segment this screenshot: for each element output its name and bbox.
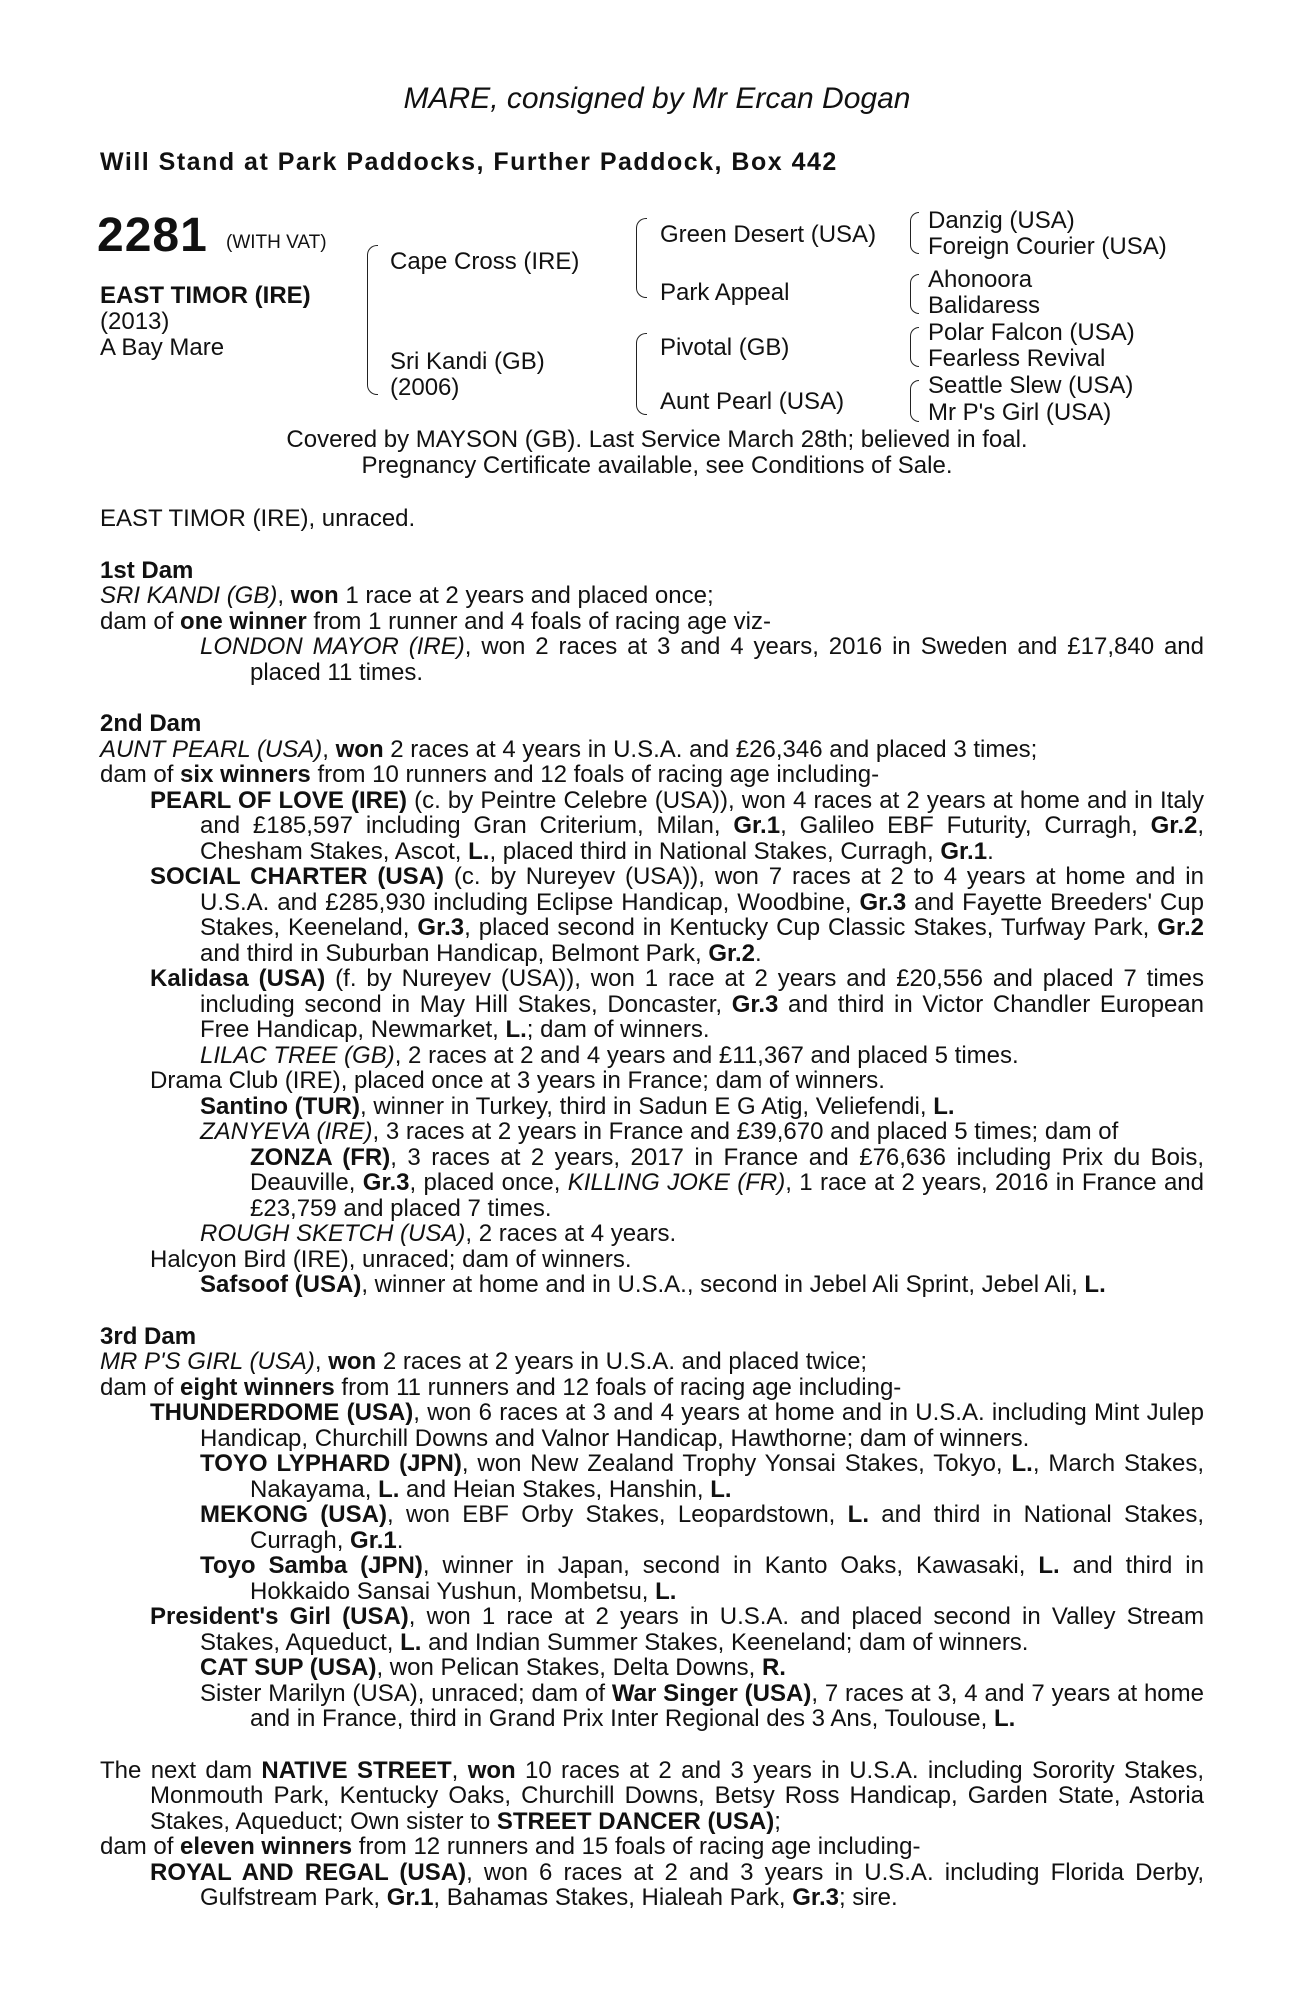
horse-description: A Bay Mare bbox=[100, 334, 225, 361]
pedigree-sire-dam: Park Appeal bbox=[660, 279, 790, 306]
list-item: Toyo Samba (JPN), winner in Japan, second in Kanto Oaks, Kawasaki, L. and third in Hokkaido Sansai Yushun, Mombetsu, L. bbox=[200, 1552, 1204, 1605]
first-dam-heading: 1st Dam bbox=[100, 556, 194, 584]
pedigree-dss: Polar Falcon (USA) bbox=[928, 319, 1135, 346]
pedigree-sdd: Balidaress bbox=[928, 292, 1041, 319]
list-item: CAT SUP (USA), won Pelican Stakes, Delta Downs, R. bbox=[200, 1654, 786, 1681]
stand-location: Will Stand at Park Paddocks, Further Paddock, Box 442 bbox=[100, 148, 838, 176]
list-item: Safsoof (USA), winner at home and in U.S.A., second in Jebel Ali Sprint, Jebel Ali, L. bbox=[200, 1271, 1106, 1298]
vat-label: (WITH VAT) bbox=[226, 232, 327, 253]
cover-info: Covered by MAYSON (GB). Last Service March 28th; believed in foal. bbox=[286, 426, 1028, 453]
pedigree-dam-year: (2006) bbox=[390, 374, 460, 401]
pedigree-brace-gen1 bbox=[367, 245, 378, 395]
pedigree-sire: Cape Cross (IRE) bbox=[390, 248, 580, 275]
list-item: ZONZA (FR), 3 races at 2 years, 2017 in France and £76,636 including Prix du Bois, Deauville, Gr.3, placed once, KILLING JOKE (FR), 1 race at 2 years, 2016 in France and £23,759 and placed 7 times. bbox=[250, 1143, 1205, 1222]
list-item: President's Girl (USA), won 1 race at 2 years in U.S.A. and placed second in Valley Stream Stakes, Aqueduct, L. and Indian Summer Stakes, Keeneland; dam of winners. bbox=[150, 1603, 1204, 1656]
list-item: SOCIAL CHARTER (USA) (c. by Nureyev (USA)), won 7 races at 2 to 4 years at home and in U.S.A. and £285,930 including Eclipse Handicap, Woodbine, Gr.3 and Fayette Breeders' Cup Stakes, Keeneland, Gr.3, placed second in Kentucky Cup Classic Stakes, Turfway Park, Gr.2 and third in Suburban Handicap, Belmont Park, Gr.2. bbox=[150, 863, 1205, 967]
pedigree-sss: Danzig (USA) bbox=[928, 207, 1075, 234]
pedigree-brace-dam bbox=[636, 333, 647, 415]
pedigree-ssd: Foreign Courier (USA) bbox=[928, 233, 1167, 260]
pedigree-brace-sd bbox=[910, 274, 919, 314]
pedigree-dsd: Fearless Revival bbox=[928, 345, 1106, 372]
list-item: ROYAL AND REGAL (USA), won 6 races at 2 and 3 years in U.S.A. including Florida Derby, Gulfstream Park, Gr.1, Bahamas Stakes, Hialeah Park, Gr.3; sire. bbox=[150, 1858, 1204, 1911]
list-item: MEKONG (USA), won EBF Orby Stakes, Leopardstown, L. and third in National Stakes, Curragh, Gr.1. bbox=[200, 1501, 1205, 1554]
pedigree-brace-ss bbox=[910, 212, 919, 254]
first-dam-produce: dam of one winner from 1 runner and 4 foals of racing age viz- bbox=[100, 607, 771, 635]
page-title: MARE, consigned by Mr Ercan Dogan bbox=[403, 82, 911, 115]
next-dam-produce: dam of eleven winners from 12 runners and 15 foals of racing age including- bbox=[100, 1833, 921, 1860]
pedigree-brace-dd bbox=[910, 380, 919, 422]
third-dam-heading: 3rd Dam bbox=[100, 1322, 197, 1350]
pedigree-brace-ds bbox=[910, 327, 919, 367]
list-item: ZANYEVA (IRE), 3 races at 2 years in France and £39,670 and placed 5 times; dam of bbox=[200, 1118, 1119, 1145]
third-dam-produce: dam of eight winners from 11 runners and 12 foals of racing age including- bbox=[100, 1373, 902, 1401]
list-item: PEARL OF LOVE (IRE) (c. by Peintre Celebre (USA)), won 4 races at 2 years at home and in Italy and £185,597 including Gran Criterium, Milan, Gr.1, Galileo EBF Futurity, Curragh, Gr.2, Chesham Stakes, Ascot, L., placed third in National Stakes, Curragh, Gr.1. bbox=[150, 786, 1205, 865]
first-dam-summary: SRI KANDI (GB), won 1 race at 2 years and placed once; bbox=[100, 582, 714, 609]
list-item: Kalidasa (USA) (f. by Nureyev (USA)), won 1 race at 2 years and £20,556 and placed 7 times including second in May Hill Stakes, Doncaster, Gr.3 and third in Victor Chandler European Free Handicap, Newmarket, L.; dam of winners. bbox=[150, 965, 1205, 1043]
list-item: LILAC TREE (GB), 2 races at 2 and 4 years and £11,367 and placed 5 times. bbox=[200, 1041, 1019, 1069]
list-item: Drama Club (IRE), placed once at 3 years in France; dam of winners. bbox=[150, 1067, 885, 1094]
pedigree-dam-dam: Aunt Pearl (USA) bbox=[660, 388, 845, 415]
next-dam-summary: The next dam NATIVE STREET, won 10 races at 2 and 3 years in U.S.A. including Sorority Stakes, Monmouth Park, Kentucky Oaks, Churchill Downs, Betsy Ross Handicap, Garden State, Astoria Stakes, Aqueduct; Own sister to STREET DANCER (USA); bbox=[100, 1756, 1205, 1835]
pedigree-dds: Seattle Slew (USA) bbox=[928, 372, 1134, 399]
list-item: Santino (TUR), winner in Turkey, third in Sadun E G Atig, Veliefendi, L. bbox=[200, 1092, 955, 1120]
pedigree-brace-sire bbox=[636, 218, 647, 298]
intro-line: EAST TIMOR (IRE), unraced. bbox=[100, 505, 416, 532]
pregnancy-info: Pregnancy Certificate available, see Conditions of Sale. bbox=[361, 452, 953, 479]
second-dam-produce: dam of six winners from 10 runners and 12 foals of racing age including- bbox=[100, 761, 880, 788]
horse-name: EAST TIMOR (IRE) bbox=[100, 282, 311, 309]
pedigree-sire-sire: Green Desert (USA) bbox=[660, 221, 877, 248]
lot-number: 2281 bbox=[97, 209, 208, 262]
list-item: Halcyon Bird (IRE), unraced; dam of winners. bbox=[150, 1245, 632, 1273]
catalogue-body bbox=[100, 506, 1204, 1911]
third-dam-summary: MR P'S GIRL (USA), won 2 races at 2 years in U.S.A. and placed twice; bbox=[100, 1348, 868, 1375]
pedigree-ddd: Mr P's Girl (USA) bbox=[928, 399, 1112, 426]
pedigree-dam-sire: Pivotal (GB) bbox=[660, 334, 790, 361]
pedigree-dam: Sri Kandi (GB) bbox=[390, 348, 545, 375]
list-item: THUNDERDOME (USA), won 6 races at 3 and 4 years at home and in U.S.A. including Mint Julep Handicap, Churchill Downs and Valnor Handicap, Hawthorne; dam of winners. bbox=[150, 1399, 1204, 1452]
horse-year: (2013) bbox=[100, 308, 170, 335]
list-item: LONDON MAYOR (IRE), won 2 races at 3 and 4 years, 2016 in Sweden and £17,840 and placed 11 times. bbox=[200, 633, 1204, 686]
pedigree-sds: Ahonoora bbox=[928, 266, 1033, 293]
list-item: TOYO LYPHARD (JPN), won New Zealand Trophy Yonsai Stakes, Tokyo, L., March Stakes, Nakayama, L. and Heian Stakes, Hanshin, L. bbox=[200, 1450, 1204, 1503]
second-dam-summary: AUNT PEARL (USA), won 2 races at 4 years in U.S.A. and £26,346 and placed 3 times; bbox=[100, 735, 1038, 763]
list-item: Sister Marilyn (USA), unraced; dam of War Singer (USA), 7 races at 3, 4 and 7 years at home and in France, third in Grand Prix Inter Regional des 3 Ans, Toulouse, L. bbox=[200, 1679, 1204, 1732]
list-item: ROUGH SKETCH (USA), 2 races at 4 years. bbox=[200, 1220, 677, 1247]
second-dam-heading: 2nd Dam bbox=[100, 710, 202, 737]
